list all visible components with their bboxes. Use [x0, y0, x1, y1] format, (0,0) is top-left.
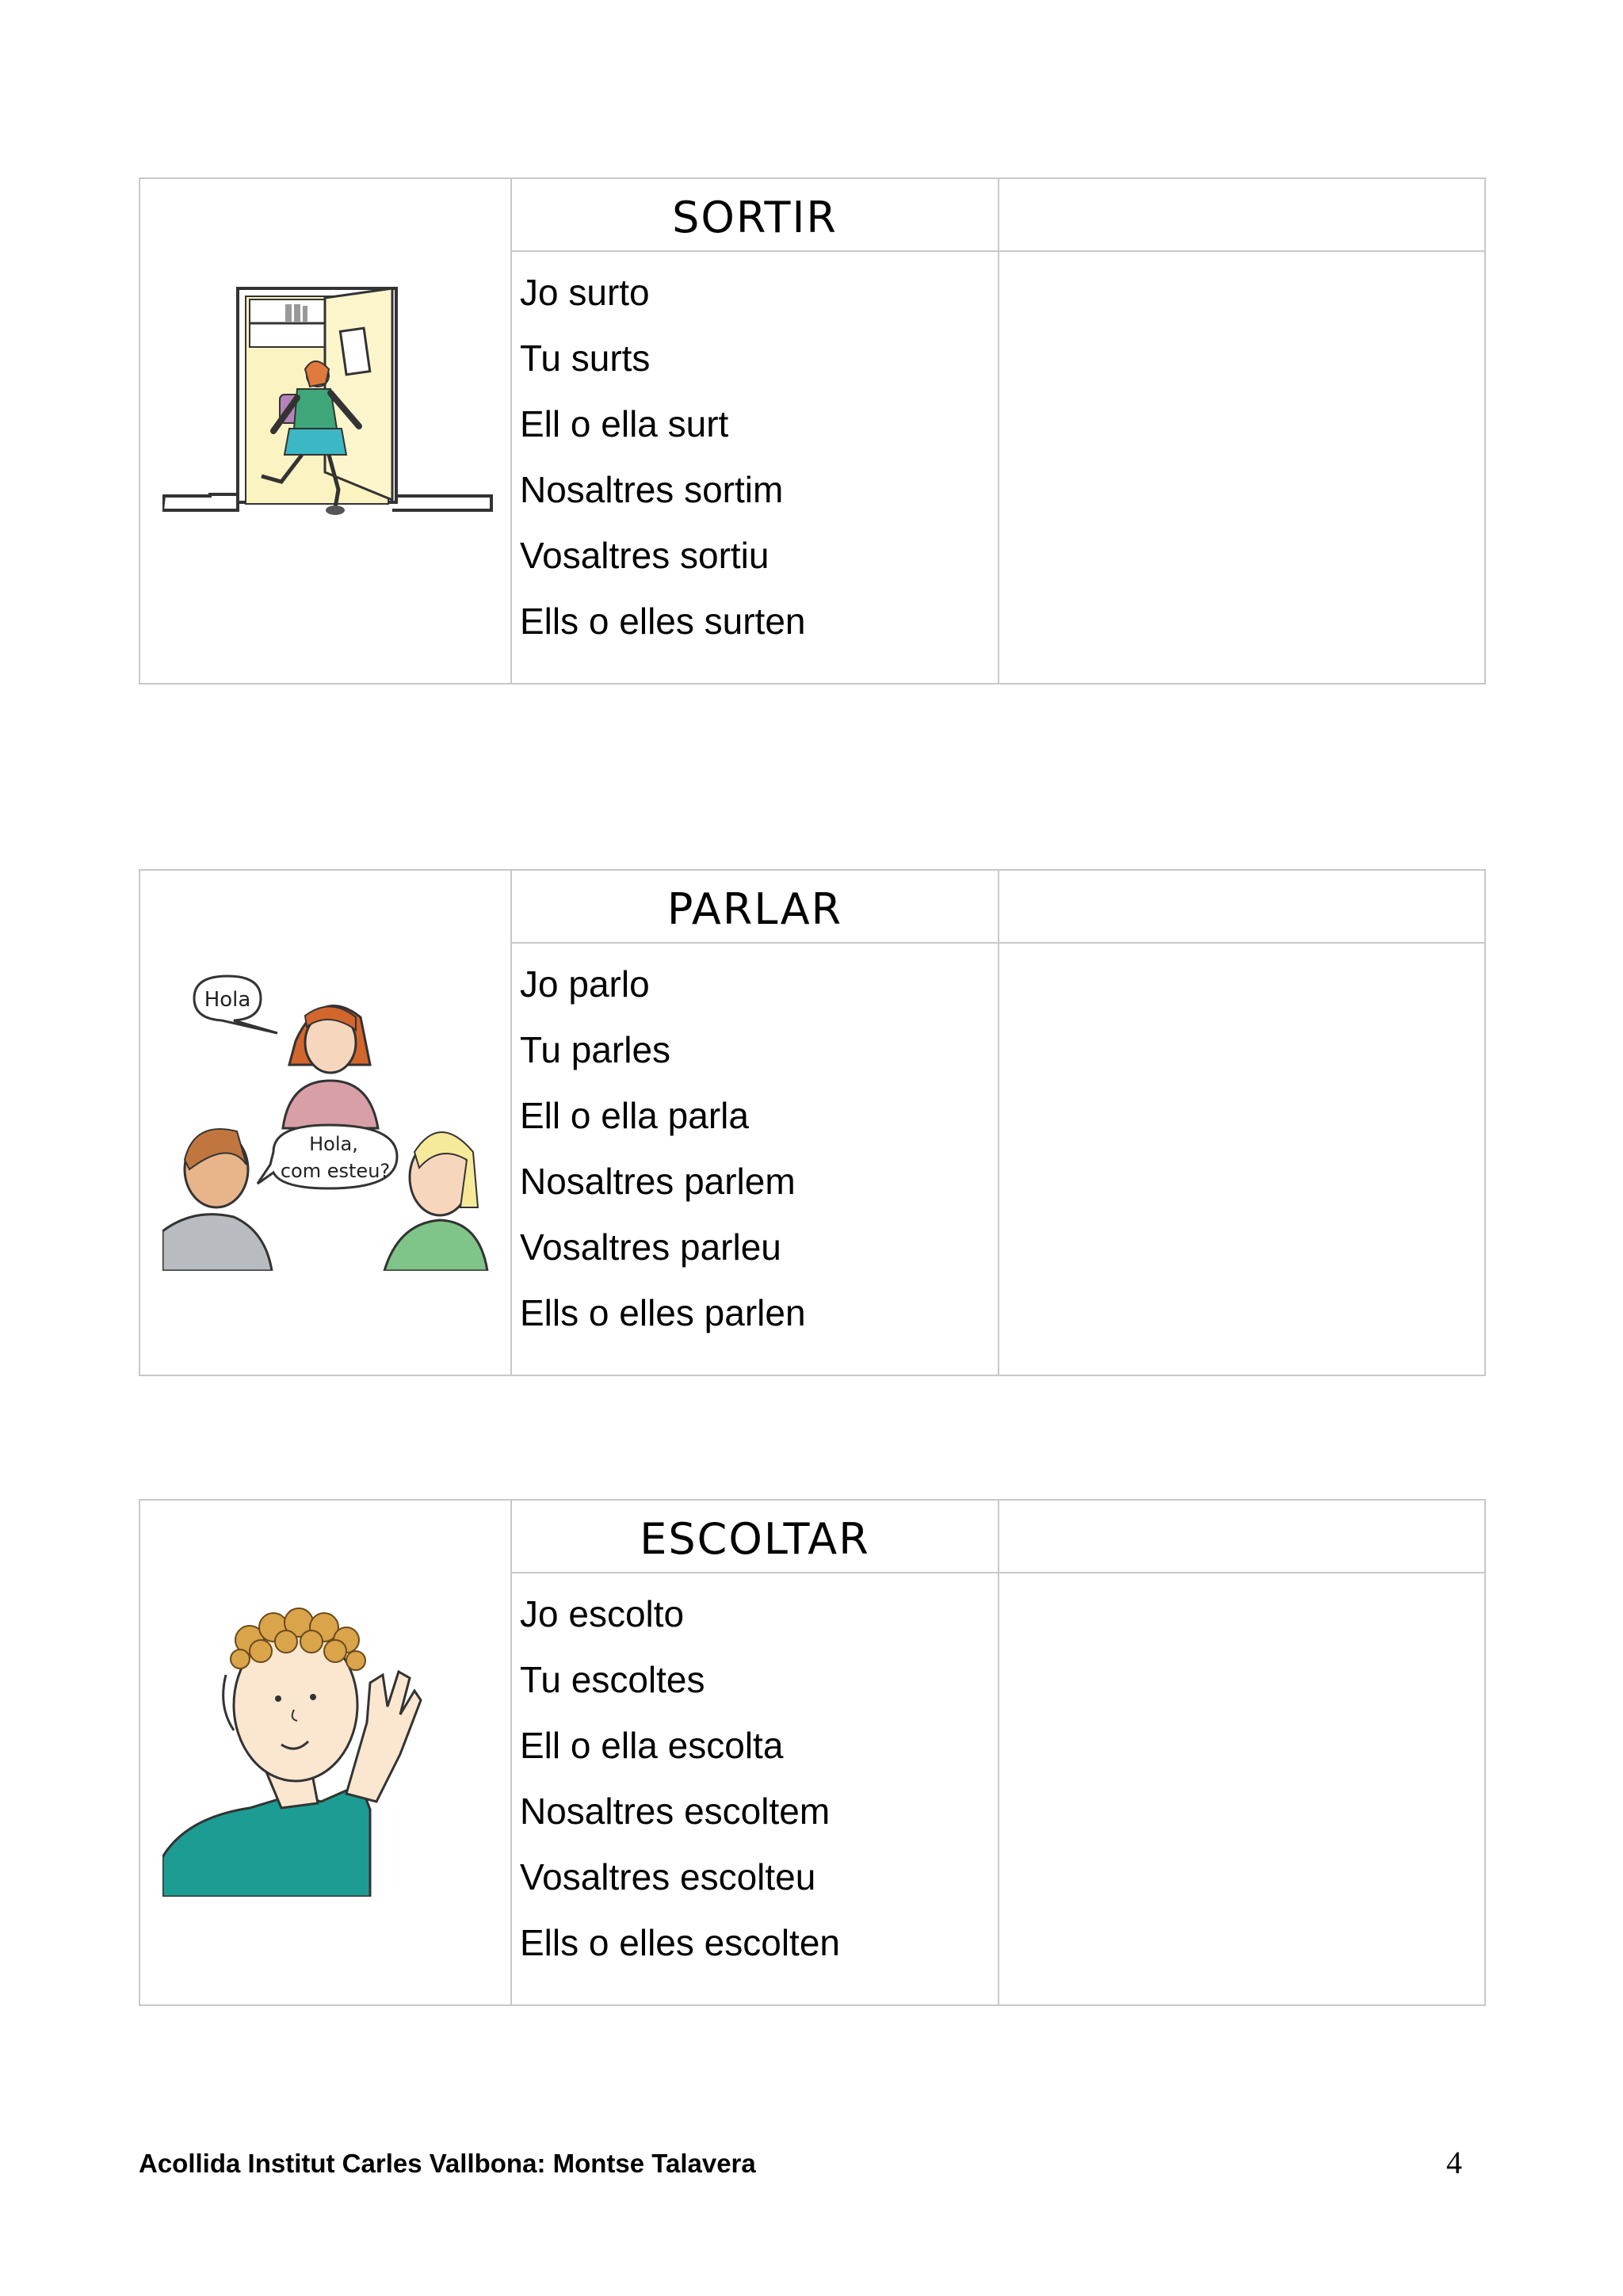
verb-table-escoltar — [139, 1499, 1486, 2006]
verb-title-cell — [512, 871, 999, 944]
conjugation-form: Ells o elles surten — [520, 601, 806, 642]
blank-cell — [999, 179, 1484, 252]
boy-listening-illustration — [162, 1596, 495, 1897]
conjugation-form: Nosaltres escoltem — [520, 1791, 831, 1832]
conjugation-form: Ells o elles escolten — [520, 1922, 840, 1963]
verb-title: SORTIR — [672, 192, 838, 242]
blank-cell — [999, 871, 1484, 944]
speech-text: Hola — [204, 988, 251, 1012]
conjugation-form: Jo surto — [520, 272, 650, 313]
verb-title-cell — [512, 1501, 999, 1573]
verb-title: ESCOLTAR — [640, 1513, 870, 1564]
conjugation-form: Tu escoltes — [520, 1659, 705, 1700]
conjugation-form: Vosaltres escolteu — [520, 1856, 816, 1897]
verb-table-sortir — [139, 177, 1486, 685]
conjugation-cell — [512, 1573, 999, 2004]
conjugation-form: Jo escolto — [520, 1593, 685, 1634]
conjugation-form: Ell o ella escolta — [520, 1725, 784, 1766]
speech-text: com esteu? — [280, 1160, 391, 1182]
blank-cell — [999, 1501, 1484, 1573]
conjugation-form: Ells o elles parlen — [520, 1292, 806, 1333]
illustration-cell — [140, 1501, 512, 2004]
illustration-cell — [140, 871, 512, 1375]
conjugation-form: Nosaltres sortim — [520, 469, 784, 510]
verb-table-parlar — [139, 869, 1486, 1376]
conjugation-cell — [512, 252, 999, 683]
people-talking-illustration — [162, 970, 495, 1271]
blank-cell — [999, 252, 1484, 683]
conjugation-form: Tu surts — [520, 338, 651, 379]
illustration-cell — [140, 179, 512, 683]
conjugation-form: Nosaltres parlem — [520, 1161, 796, 1202]
conjugation-form: Vosaltres sortiu — [520, 535, 769, 576]
conjugation-form: Ell o ella surt — [520, 403, 729, 444]
blank-cell — [999, 1573, 1484, 2004]
page-number: 4 — [1446, 2145, 1462, 2180]
blank-cell — [999, 944, 1484, 1375]
verb-title: PARLAR — [666, 883, 843, 934]
conjugation-form: Ell o ella parla — [520, 1095, 749, 1136]
verb-title-cell — [512, 179, 999, 252]
conjugation-form: Tu parles — [520, 1029, 671, 1070]
conjugation-cell — [512, 944, 999, 1375]
footer-credit: Acollida Institut Carles Vallbona: Montse Talavera — [139, 2149, 756, 2178]
conjugation-form: Jo parlo — [520, 963, 650, 1005]
speech-text: Hola, — [309, 1133, 358, 1155]
conjugation-form: Vosaltres parleu — [520, 1226, 781, 1268]
girl-leaving-room-illustration — [162, 258, 495, 559]
